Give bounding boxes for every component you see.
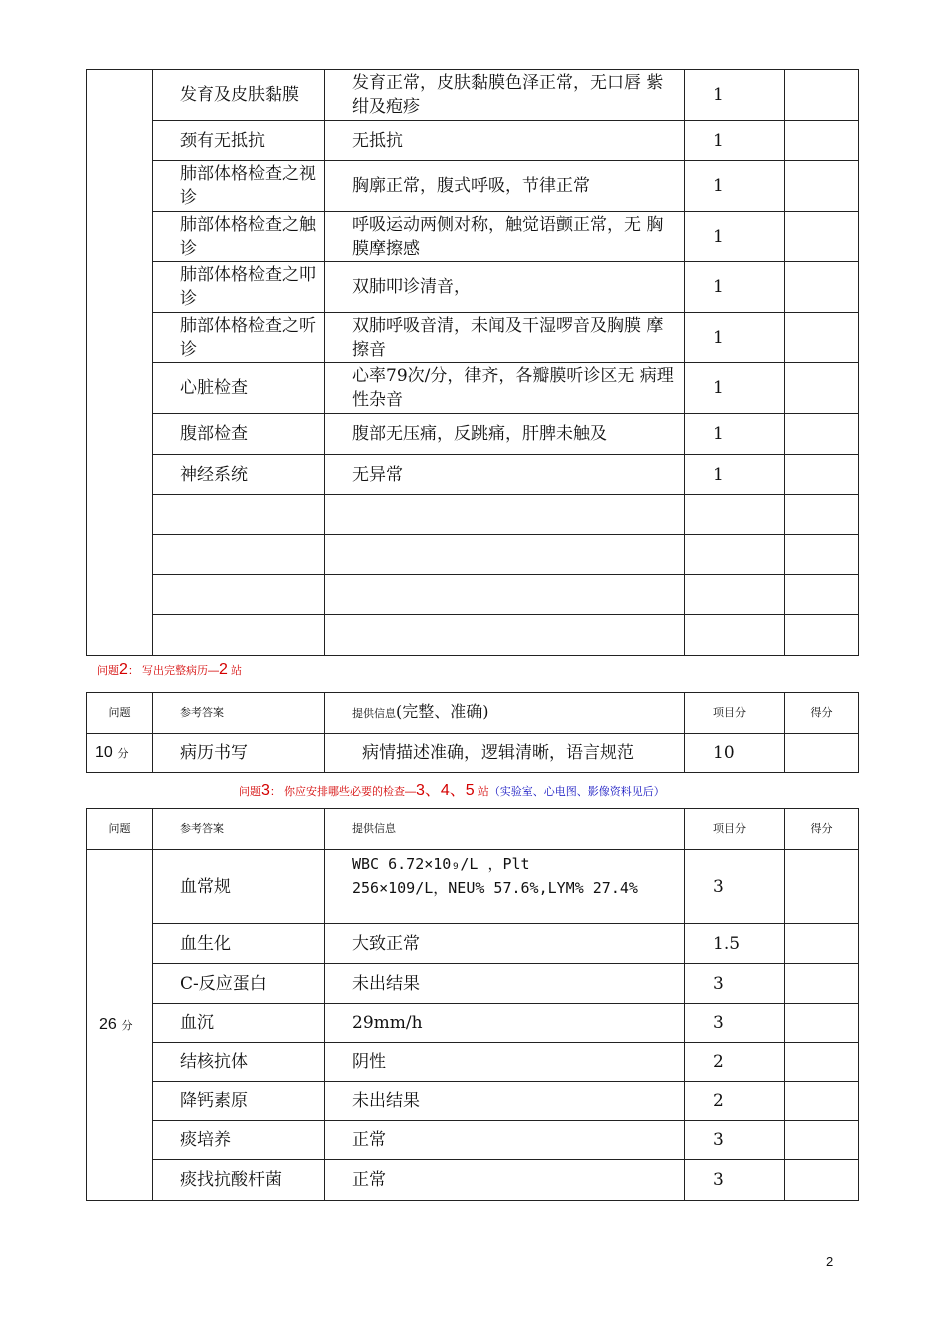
info-cell: 未出结果: [325, 964, 685, 1004]
header-score: 项目分: [685, 809, 785, 850]
exam-table: [86, 808, 859, 1201]
table-row: [87, 363, 859, 414]
score-cell: 1.5: [685, 924, 785, 964]
table-row: [87, 734, 859, 773]
item-label: 颈有无抵抗: [153, 121, 325, 161]
item-label: 病历书写: [153, 734, 325, 773]
table-row: [87, 924, 859, 964]
item-label: 发育及皮肤黏膜: [153, 70, 325, 121]
info-cell: 双肺叩诊清音，: [325, 262, 685, 313]
header-info: [325, 693, 685, 734]
got-score-cell: [785, 1082, 859, 1121]
info-cell: 双肺呼吸音清，未闻及干湿啰音及胸膜 摩擦音: [325, 313, 685, 363]
table-row: [87, 1082, 859, 1121]
header-info-paren: (完整、准确): [396, 702, 489, 721]
info-cell: [325, 850, 685, 924]
score-cell: 1: [685, 161, 785, 212]
info-cell: 29mm/h: [325, 1004, 685, 1043]
score-cell: 1: [685, 455, 785, 495]
empty-row: [87, 575, 859, 615]
question-sep: ：: [269, 786, 281, 798]
item-label: 降钙素原: [153, 1082, 325, 1121]
table-row: [87, 1043, 859, 1082]
points-cell: [87, 734, 153, 773]
item-label: 肺部体格检查之叩诊: [153, 262, 325, 313]
info-cell: 大致正常: [325, 924, 685, 964]
header-got: 得分: [785, 809, 859, 850]
info-cell: 腹部无压痛，反跳痛，肝脾未触及: [325, 414, 685, 455]
score-cell: 2: [685, 1043, 785, 1082]
info-cell: 无抵抗: [325, 121, 685, 161]
header-score: 项目分: [685, 693, 785, 734]
question-2-heading: [97, 661, 242, 679]
question-cell: [87, 70, 153, 656]
got-score-cell: [785, 1043, 859, 1082]
info-cell: 呼吸运动两侧对称，触觉语颤正常，无 胸膜摩擦感: [325, 212, 685, 262]
score-cell: 1: [685, 70, 785, 121]
header-answer: 参考答案: [153, 809, 325, 850]
points-cell: [87, 850, 153, 1201]
station-number: 2: [218, 661, 228, 678]
station-suffix: 站: [477, 786, 489, 798]
table-row: [87, 1004, 859, 1043]
item-label: 肺部体格检查之触诊: [153, 212, 325, 262]
question-note: （实验室、心电图、影像资料见后）: [488, 786, 665, 798]
got-score-cell: [785, 262, 859, 313]
info-cell: 未出结果: [325, 1082, 685, 1121]
station-numbers: 3、4、5: [415, 782, 475, 799]
got-score-cell: [785, 212, 859, 262]
table-row: [87, 850, 859, 924]
got-score-cell: [785, 1160, 859, 1201]
physical-exam-table: [86, 69, 859, 656]
got-score-cell: [785, 363, 859, 414]
question-prefix: 问题: [239, 786, 261, 798]
got-score-cell: [785, 924, 859, 964]
got-score-cell: [785, 964, 859, 1004]
item-label: 血沉: [153, 1004, 325, 1043]
table-row: [87, 121, 859, 161]
question-sep: ：: [127, 665, 139, 677]
empty-row: [87, 615, 859, 656]
score-cell: 1: [685, 121, 785, 161]
table-row: [87, 1121, 859, 1160]
score-cell: 10: [685, 734, 785, 773]
item-label: 血常规: [153, 850, 325, 924]
table-row: [87, 70, 859, 121]
points-value: 26: [99, 1016, 117, 1033]
question-text: 你应安排哪些必要的检查—: [283, 786, 416, 798]
page-number: 2: [826, 1254, 834, 1269]
item-label: 痰培养: [153, 1121, 325, 1160]
got-score-cell: [785, 734, 859, 773]
score-cell: 3: [685, 964, 785, 1004]
question-3-heading: [239, 777, 665, 800]
item-label: 血生化: [153, 924, 325, 964]
item-label: C-反应蛋白: [153, 964, 325, 1004]
got-score-cell: [785, 161, 859, 212]
header-question: 问题: [87, 693, 153, 734]
score-cell: 1: [685, 313, 785, 363]
station-suffix: 站: [230, 665, 242, 677]
got-score-cell: [785, 455, 859, 495]
score-cell: 3: [685, 1121, 785, 1160]
empty-row: [87, 495, 859, 535]
got-score-cell: [785, 414, 859, 455]
info-cell: 心率79次/分，律齐，各瓣膜听诊区无 病理性杂音: [325, 363, 685, 414]
table-row: [87, 455, 859, 495]
info-cell: 胸廓正常，腹式呼吸，节律正常: [325, 161, 685, 212]
got-score-cell: [785, 1121, 859, 1160]
score-cell: 2: [685, 1082, 785, 1121]
item-label: 肺部体格检查之视诊: [153, 161, 325, 212]
info-line: 256×109/L，NEU% 57.6%,LYM% 27.4%: [352, 879, 638, 897]
points-value: 10: [95, 744, 113, 761]
info-cell: 发育正常，皮肤黏膜色泽正常，无口唇 紫绀及疱疹: [325, 70, 685, 121]
table-row: [87, 262, 859, 313]
question-text: 写出完整病历—: [141, 665, 219, 677]
score-cell: 1: [685, 212, 785, 262]
item-label: 肺部体格检查之听诊: [153, 313, 325, 363]
got-score-cell: [785, 70, 859, 121]
score-cell: 1: [685, 363, 785, 414]
got-score-cell: [785, 121, 859, 161]
got-score-cell: [785, 313, 859, 363]
table-header-row: [87, 693, 859, 734]
table-header-row: [87, 809, 859, 850]
got-score-cell: [785, 1004, 859, 1043]
table-row: [87, 212, 859, 262]
header-got: 得分: [785, 693, 859, 734]
score-cell: 1: [685, 262, 785, 313]
item-label: 结核抗体: [153, 1043, 325, 1082]
info-cell: 正常: [325, 1160, 685, 1201]
points-unit: 分: [121, 1020, 133, 1032]
item-label: 心脏检查: [153, 363, 325, 414]
header-info: 提供信息: [325, 809, 685, 850]
question-number: 3: [261, 782, 270, 799]
empty-row: [87, 535, 859, 575]
table-row: [87, 313, 859, 363]
table-row: [87, 964, 859, 1004]
table-row: [87, 161, 859, 212]
header-info-label: 提供信息: [352, 708, 396, 720]
question-prefix: 问题: [97, 665, 119, 677]
info-cell: 阴性: [325, 1043, 685, 1082]
table-row: [87, 1160, 859, 1201]
score-cell: 3: [685, 850, 785, 924]
header-answer: 参考答案: [153, 693, 325, 734]
header-question: 问题: [87, 809, 153, 850]
points-unit: 分: [117, 748, 129, 760]
info-cell: 正常: [325, 1121, 685, 1160]
info-cell: 无异常: [325, 455, 685, 495]
info-line: WBC 6.72×10₉/L ，Plt: [352, 855, 530, 873]
score-cell: 1: [685, 414, 785, 455]
item-label: 痰找抗酸杆菌: [153, 1160, 325, 1201]
item-label: 神经系统: [153, 455, 325, 495]
info-cell: 病情描述准确，逻辑清晰，语言规范: [325, 734, 685, 773]
score-cell: 3: [685, 1004, 785, 1043]
question-number: 2: [119, 661, 128, 678]
got-score-cell: [785, 850, 859, 924]
score-cell: 3: [685, 1160, 785, 1201]
table-row: [87, 414, 859, 455]
medical-record-table: [86, 692, 859, 773]
item-label: 腹部检查: [153, 414, 325, 455]
